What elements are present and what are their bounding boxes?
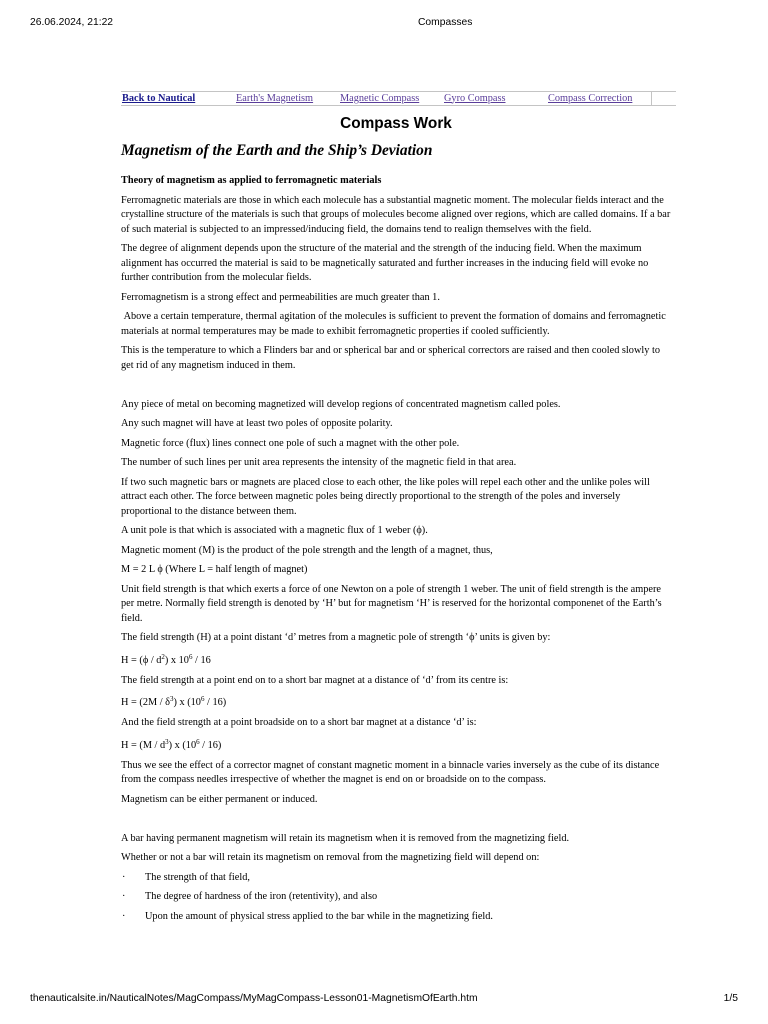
formula-part: H = (ϕ / d <box>121 654 162 666</box>
formula-part: ) x (10 <box>168 739 197 751</box>
top-navigation <box>121 91 676 106</box>
paragraph: This is the temperature to which a Flinders bar and or spherical bar and or spherical correctors are raised and then cooled slowly to get rid of any magnetism induced in them. <box>121 345 660 371</box>
formula-part: H = (2M / δ <box>121 697 170 708</box>
nav-link-gyro-compass[interactable]: Gyro Compass <box>444 92 506 104</box>
blank-line <box>121 378 671 393</box>
article-body <box>121 174 671 929</box>
nav-link-back-to-nautical[interactable]: Back to Nautical <box>122 92 196 104</box>
formula-end-on-field-strength <box>121 693 671 711</box>
nav-spacer-cell <box>652 92 677 106</box>
paragraph: Magnetic force (flux) lines connect one pole of such a magnet with the other pole. <box>121 437 460 449</box>
print-datetime: 26.06.2024, 21:22 <box>30 17 114 28</box>
list-item <box>121 890 671 905</box>
paragraph: Ferromagnetism is a strong effect and permeabilities are much greater than 1. <box>121 291 440 303</box>
nav-cell <box>235 92 339 106</box>
formula-exponent: 6 <box>188 652 193 661</box>
paragraph: Whether or not a bar will retain its magnetism on removal from the magnetizing field will depend on: <box>121 852 540 863</box>
paragraph: Thus we see the effect of a corrector magnet of constant magnetic moment in a binnacle varies inversely as the cube of its distance from the compass needles irrespective of whether the magnet is end on or broadside on to the compass. <box>121 759 660 785</box>
formula-exponent: 3 <box>165 737 169 746</box>
bullet-icon: · <box>122 910 126 922</box>
paragraph: A unit pole is that which is associated with a magnetic flux of 1 weber (ϕ). <box>121 525 428 536</box>
print-document-title: Compasses <box>418 17 473 28</box>
nav-cell <box>339 92 443 106</box>
nav-link-magnetic-compass[interactable]: Magnetic Compass <box>340 92 420 104</box>
list-item <box>121 871 671 886</box>
formula-exponent: 2 <box>161 652 165 661</box>
list-item-text: Upon the amount of physical stress applied to the bar while in the magnetizing field. <box>145 910 494 922</box>
nav-cell <box>547 92 652 106</box>
formula-part: ) x (10 <box>173 697 201 708</box>
paragraph: A bar having permanent magnetism will retain its magnetism when it is removed from the magnetizing field. <box>121 832 570 844</box>
paragraph: Magnetism can be either permanent or induced. <box>121 793 318 805</box>
formula-exponent: 6 <box>200 695 205 703</box>
list-item-text: The degree of hardness of the iron (retentivity), and also <box>145 891 378 902</box>
paragraph: And the field strength at a point broadside on to a short bar magnet at a distance ‘d’ is: <box>121 717 477 728</box>
formula-pole-field-strength <box>121 651 671 669</box>
formula-exponent: 3 <box>170 695 174 703</box>
paragraph: Unit field strength is that which exerts a force of one Newton on a pole of strength 1 weber. The unit of field strength is the ampere per metre. Normally field strength is denoted by ‘H’ but for magnetism ‘H’ is reserved for the horizontal componenet of the Earth’s field. <box>121 583 662 624</box>
nav-cell <box>443 92 547 106</box>
paragraph: If two such magnetic bars or magnets are placed close to each other, the like poles will repel each other and the unlike poles will attract each other. The force between magnetic poles being directly proportional to the strength of the poles and inversely proportional to the distance between them. <box>121 476 650 517</box>
formula-part: / 16) <box>199 739 222 751</box>
nav-cell <box>121 92 235 106</box>
nav-link-compass-correction[interactable]: Compass Correction <box>548 92 633 104</box>
formula-exponent: 6 <box>196 737 200 746</box>
list-item <box>121 910 671 925</box>
formula-magnetic-moment: M = 2 L ϕ (Where L = half length of magnet) <box>121 564 308 575</box>
formula-broadside-field-strength <box>121 736 671 754</box>
paragraph: The number of such lines per unit area represents the intensity of the magnetic field in that area. <box>121 457 517 468</box>
paragraph: Above a certain temperature, thermal agitation of the molecules is sufficient to prevent the formation of domains and ferromagnetic materials at normal temperatures may be made to exhibit ferromagnetic properties if cooled sufficiently. <box>121 311 666 337</box>
nav-link-earths-magnetism[interactable]: Earth's Magnetism <box>236 92 314 104</box>
list-item-text: The strength of that field, <box>145 871 250 883</box>
paragraph: Magnetic moment (M) is the product of the pole strength and the length of a magnet, thus, <box>121 544 493 556</box>
page-subtitle: Magnetism of the Earth and the Ship’s Deviation <box>121 142 433 159</box>
nav-row <box>121 92 676 106</box>
section-heading: Theory of magnetism as applied to ferromagnetic materials <box>121 175 382 186</box>
formula-part: / 16) <box>204 697 227 708</box>
page-title: Compass Work <box>340 115 452 132</box>
paragraph: The field strength (H) at a point distant ‘d’ metres from a magnetic pole of strength ‘ϕ’ units is given by: <box>121 632 551 643</box>
paragraph: Any such magnet will have at least two poles of opposite polarity. <box>121 418 393 429</box>
bullet-icon: · <box>122 891 126 902</box>
paragraph: Ferromagnetic materials are those in which each molecule has a substantial magnetic moment. The molecular fields interact and the crystalline structure of the materials is such that groups of molecules become aligned over regions, which are called domains. If a bar of such material is subjected to an impressed/inducing field, the domains tend to realign themselves with the field. <box>121 194 671 235</box>
bullet-icon: · <box>122 871 126 883</box>
blank-line <box>121 812 671 827</box>
formula-part: ) x 10 <box>164 654 189 666</box>
formula-part: H = (M / d <box>121 739 166 751</box>
paragraph: The degree of alignment depends upon the structure of the material and the strength of the inducing field. When the maximum alignment has occurred the material is said to be magnetically saturated and further increases in the inducing field will evoke no further contribution from the molecular fields. <box>121 243 649 283</box>
print-page-url: thenauticalsite.in/NauticalNotes/MagCompass/MyMagCompass-Lesson01-MagnetismOfEarth.htm <box>30 993 478 1004</box>
paragraph: The field strength at a point end on to a short bar magnet at a distance of ‘d’ from its centre is: <box>121 674 509 686</box>
print-page-indicator: 1/5 <box>723 993 738 1004</box>
formula-part: / 16 <box>192 654 211 666</box>
paragraph: Any piece of metal on becoming magnetized will develop regions of concentrated magnetism called poles. <box>121 398 561 410</box>
